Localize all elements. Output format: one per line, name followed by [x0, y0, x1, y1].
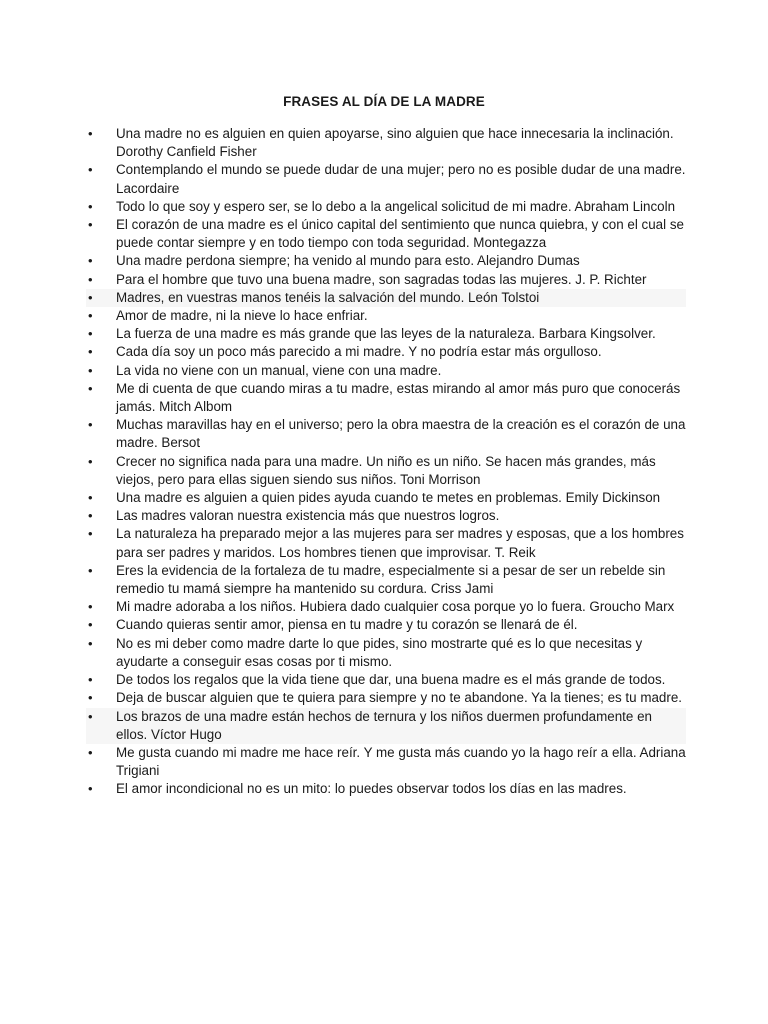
- quote-text: Amor de madre, ni la nieve lo hace enfriar.: [116, 308, 368, 324]
- quote-text: Eres la evidencia de la fortaleza de tu madre, especialmente si a pesar de ser un rebelde sin remedio tu mamá siempre ha mantenido su cordura. Criss Jami: [116, 562, 666, 597]
- list-item: [86, 380, 686, 416]
- quote-text: Crecer no significa nada para una madre. Un niño es un niño. Se hacen más grandes, más viejos, pero para ellas siguen siendo sus niños. Toni Morrison: [116, 453, 656, 487]
- quote-list: [86, 125, 686, 799]
- list-item: [86, 198, 686, 216]
- quote-text: La fuerza de una madre es más grande que las leyes de la naturaleza. Barbara Kingsolver.: [116, 326, 656, 342]
- list-item: [86, 635, 686, 671]
- quote-text: Todo lo que soy y espero ser, se lo debo a la angelical solicitud de mi madre. Abraham Lincoln: [116, 198, 676, 214]
- quote-text: Una madre no es alguien en quien apoyarse, sino alguien que hace innecesaria la inclinación. Dorothy Canfield Fisher: [116, 126, 674, 160]
- bullet-icon: •: [88, 362, 93, 378]
- list-item: [86, 507, 686, 525]
- quote-text: Madres, en vuestras manos tenéis la salvación del mundo. León Tolstoi: [116, 289, 540, 305]
- quote-text: El corazón de una madre es el único capital del sentimiento que nunca quiebra, y con el cual se puede contar siempre y en todo tiempo con toda seguridad. Montegazza: [116, 217, 684, 251]
- bullet-icon: •: [88, 271, 93, 287]
- list-item: [86, 307, 686, 325]
- page-title: FRASES AL DÍA DE LA MADRE: [283, 94, 485, 109]
- bullet-icon: •: [88, 253, 93, 269]
- quote-text: Mi madre adoraba a los niños. Hubiera dado cualquier cosa porque yo lo fuera. Groucho Marx: [116, 599, 675, 615]
- bullet-icon: •: [88, 562, 93, 578]
- bullet-icon: •: [88, 198, 93, 214]
- bullet-icon: •: [88, 690, 93, 706]
- list-item: [86, 416, 686, 452]
- bullet-icon: •: [88, 708, 93, 724]
- bullet-icon: •: [88, 162, 93, 178]
- bullet-icon: •: [88, 308, 93, 324]
- bullet-icon: •: [88, 744, 93, 760]
- list-item: [86, 689, 686, 707]
- bullet-icon: •: [88, 508, 93, 524]
- quote-text: Los brazos de una madre están hechos de ternura y los niños duermen profundamente en ellos. Víctor Hugo: [116, 708, 652, 742]
- quote-text: Una madre perdona siempre; ha venido al mundo para esto. Alejandro Dumas: [116, 253, 580, 269]
- bullet-icon: •: [88, 781, 93, 797]
- bullet-icon: •: [88, 326, 93, 342]
- quote-text: Contemplando el mundo se puede dudar de una mujer; pero no es posible dudar de una madre. Lacordaire: [116, 162, 686, 196]
- bullet-icon: •: [88, 672, 93, 688]
- bullet-icon: •: [88, 344, 93, 360]
- list-item: [86, 616, 686, 634]
- bullet-icon: •: [88, 617, 93, 633]
- list-item: [86, 562, 686, 598]
- list-item: [86, 216, 686, 252]
- bullet-icon: •: [88, 417, 93, 433]
- list-item: [86, 489, 686, 507]
- bullet-icon: •: [88, 490, 93, 506]
- quote-text: El amor incondicional no es un mito: lo puedes observar todos los días en las madres.: [116, 781, 627, 797]
- bullet-icon: •: [88, 126, 93, 141]
- bullet-icon: •: [88, 453, 93, 469]
- list-item: [86, 671, 686, 689]
- quote-text: La naturaleza ha preparado mejor a las mujeres para ser madres y esposas, que a los hombres para ser padres y maridos. Los hombres tienen que improvisar. T. Reik: [116, 526, 684, 560]
- list-item: [86, 525, 686, 561]
- quote-text: De todos los regalos que la vida tiene que dar, una buena madre es el más grande de todos.: [116, 672, 666, 688]
- list-item: [86, 289, 686, 307]
- list-item: [86, 325, 686, 343]
- quote-text: Me di cuenta de que cuando miras a tu madre, estas mirando al amor más puro que conocerás jamás. Mitch Albom: [116, 380, 681, 415]
- quote-text: Las madres valoran nuestra existencia más que nuestros logros.: [116, 508, 500, 524]
- bullet-icon: •: [88, 289, 93, 305]
- bullet-icon: •: [88, 380, 93, 396]
- quote-text: No es mi deber como madre darte lo que pides, sino mostrarte qué es lo que necesitas y ayudarte a conseguir esas cosas por ti mismo.: [116, 635, 643, 669]
- bullet-icon: •: [88, 526, 93, 542]
- list-item: [86, 343, 686, 361]
- quote-text: Deja de buscar alguien que te quiera para siempre y no te abandone. Ya la tienes; es tu madre.: [116, 690, 682, 706]
- quote-text: Muchas maravillas hay en el universo; pero la obra maestra de la creación es el corazón de una madre. Bersot: [116, 417, 686, 451]
- list-item: [86, 598, 686, 616]
- list-item: [86, 744, 686, 780]
- list-item: [86, 252, 686, 270]
- list-item: [86, 362, 686, 380]
- list-item: [86, 708, 686, 744]
- quote-text: Cada día soy un poco más parecido a mi madre. Y no podría estar más orgulloso.: [116, 344, 602, 360]
- bullet-icon: •: [88, 217, 93, 233]
- list-item: [86, 780, 686, 798]
- bullet-icon: •: [88, 635, 93, 651]
- bullet-icon: •: [88, 599, 93, 615]
- list-item: [86, 453, 686, 489]
- quote-text: Para el hombre que tuvo una buena madre, son sagradas todas las mujeres. J. P. Richter: [116, 271, 647, 287]
- list-item: [86, 271, 686, 289]
- quote-text: La vida no viene con un manual, viene con una madre.: [116, 362, 442, 378]
- quote-text: Cuando quieras sentir amor, piensa en tu madre y tu corazón se llenará de él.: [116, 617, 578, 633]
- list-item: [86, 161, 686, 197]
- quote-text: Me gusta cuando mi madre me hace reír. Y me gusta más cuando yo la hago reír a ella. Adriana Trigiani: [116, 744, 686, 779]
- list-item: [86, 125, 686, 161]
- quote-text: Una madre es alguien a quien pides ayuda cuando te metes en problemas. Emily Dickinson: [116, 490, 661, 506]
